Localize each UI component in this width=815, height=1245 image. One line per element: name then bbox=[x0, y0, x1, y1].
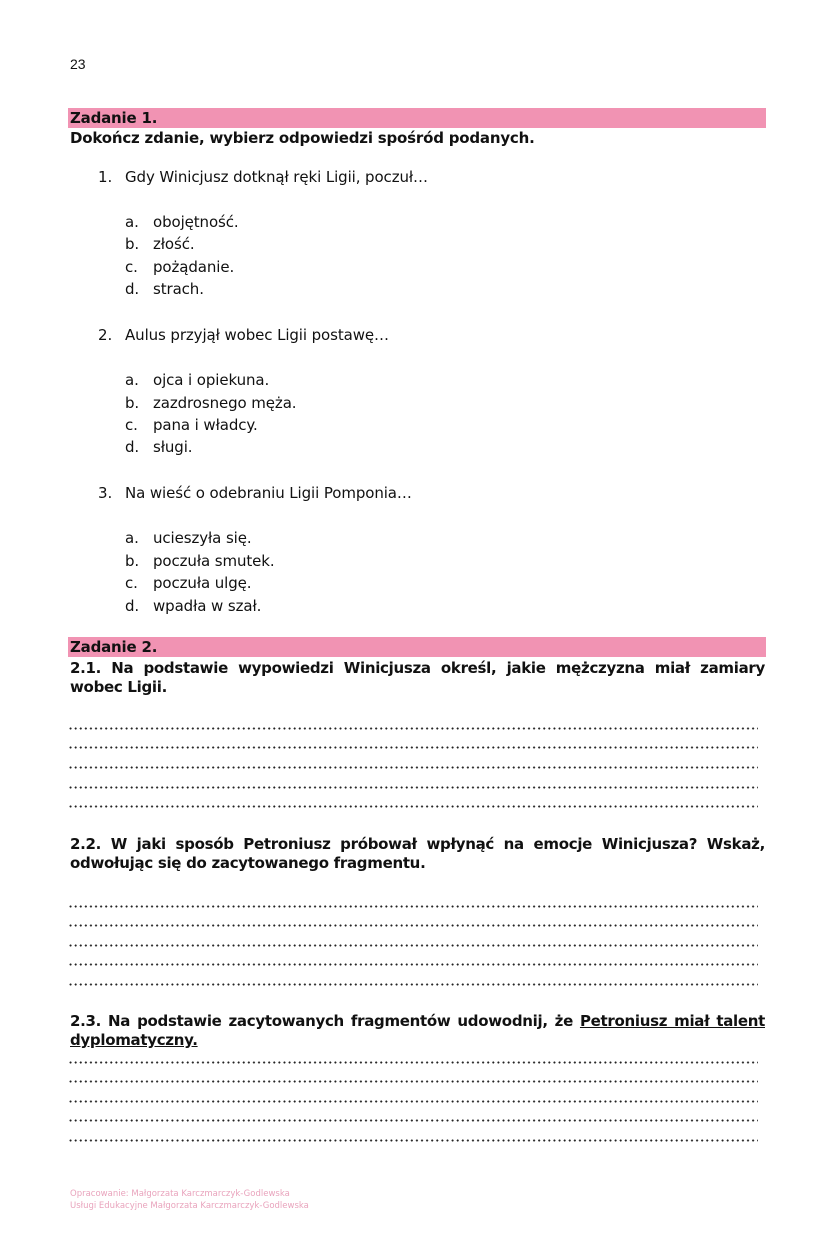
zadanie-1-instruction: Dokończ zdanie, wybierz odpowiedzi spośród podanych. bbox=[70, 129, 535, 147]
task-underlined-text: Petroniusz miał talent dyplomatyczny. bbox=[70, 1012, 765, 1049]
answer-option[interactable] bbox=[125, 257, 234, 277]
question-number: 2. bbox=[98, 326, 113, 344]
question-number: 3. bbox=[98, 484, 113, 502]
answer-option[interactable] bbox=[125, 279, 204, 299]
option-letter: b. bbox=[125, 394, 140, 412]
footer-company: Usługi Edukacyjne Małgorzata Karczmarczyk-Godlewska bbox=[70, 1201, 309, 1211]
page-number: 23 bbox=[70, 56, 86, 72]
option-letter: a. bbox=[125, 529, 139, 547]
option-letter: d. bbox=[125, 438, 140, 456]
task-2-1: 2.1. Na podstawie wypowiedzi Winicjusza określ, jakie mężczyzna miał zamiary wobec Ligii. bbox=[70, 659, 765, 696]
answer-line[interactable] bbox=[68, 766, 758, 769]
option-text: wpadła w szał. bbox=[153, 597, 262, 615]
zadanie-1-title: Zadanie 1. bbox=[70, 109, 158, 127]
answer-line[interactable] bbox=[68, 727, 758, 730]
answer-option[interactable] bbox=[125, 528, 252, 548]
question-2 bbox=[98, 325, 389, 345]
footer-author: Opracowanie: Małgorzata Karczmarczyk-Godlewska bbox=[70, 1189, 290, 1199]
option-letter: a. bbox=[125, 371, 139, 389]
option-text: złość. bbox=[153, 235, 195, 253]
answer-line[interactable] bbox=[68, 1100, 758, 1103]
answer-line[interactable] bbox=[68, 746, 758, 749]
option-letter: c. bbox=[125, 574, 138, 592]
option-text: strach. bbox=[153, 280, 204, 298]
answer-line[interactable] bbox=[68, 1139, 758, 1142]
option-letter: b. bbox=[125, 552, 140, 570]
answer-line[interactable] bbox=[68, 963, 758, 966]
answer-line[interactable] bbox=[68, 805, 758, 808]
option-letter: a. bbox=[125, 213, 139, 231]
answer-option[interactable] bbox=[125, 415, 258, 435]
option-letter: c. bbox=[125, 416, 138, 434]
answer-line[interactable] bbox=[68, 1061, 758, 1064]
option-text: pożądanie. bbox=[153, 258, 235, 276]
option-letter: d. bbox=[125, 280, 140, 298]
answer-option[interactable] bbox=[125, 596, 261, 616]
answer-line[interactable] bbox=[68, 1119, 758, 1122]
question-text: Gdy Winicjusz dotknął ręki Ligii, poczuł… bbox=[125, 168, 428, 186]
section-header-bar bbox=[68, 637, 766, 657]
answer-line[interactable] bbox=[68, 905, 758, 908]
option-text: poczuła ulgę. bbox=[153, 574, 252, 592]
option-text: sługi. bbox=[153, 438, 193, 456]
task-2-2: 2.2. W jaki sposób Petroniusz próbował wpłynąć na emocje Winicjusza? Wskaż, odwołując się do zacytowanego fragmentu. bbox=[70, 835, 765, 872]
option-text: zazdrosnego męża. bbox=[153, 394, 297, 412]
answer-option[interactable] bbox=[125, 437, 192, 457]
answer-option[interactable] bbox=[125, 234, 195, 254]
answer-line[interactable] bbox=[68, 1080, 758, 1083]
answer-line[interactable] bbox=[68, 924, 758, 927]
question-1 bbox=[98, 167, 428, 187]
option-text: ucieszyła się. bbox=[153, 529, 252, 547]
question-3 bbox=[98, 483, 412, 503]
answer-option[interactable] bbox=[125, 551, 275, 571]
option-text: ojca i opiekuna. bbox=[153, 371, 270, 389]
section-header-bar bbox=[68, 108, 766, 128]
answer-line[interactable] bbox=[68, 983, 758, 986]
option-text: obojętność. bbox=[153, 213, 239, 231]
answer-option[interactable] bbox=[125, 370, 269, 390]
question-number: 1. bbox=[98, 168, 113, 186]
answer-option[interactable] bbox=[125, 573, 251, 593]
answer-line[interactable] bbox=[68, 786, 758, 789]
answer-line[interactable] bbox=[68, 944, 758, 947]
question-text: Na wieść o odebraniu Ligii Pomponia… bbox=[125, 484, 412, 502]
option-letter: c. bbox=[125, 258, 138, 276]
question-text: Aulus przyjął wobec Ligii postawę… bbox=[125, 326, 389, 344]
task-text: 2.3. Na podstawie zacytowanych fragmentów udowodnij, że bbox=[70, 1012, 580, 1030]
zadanie-2-title: Zadanie 2. bbox=[70, 638, 158, 656]
task-2-3 bbox=[70, 1012, 765, 1050]
option-letter: d. bbox=[125, 597, 140, 615]
option-text: poczuła smutek. bbox=[153, 552, 275, 570]
answer-option[interactable] bbox=[125, 393, 296, 413]
answer-option[interactable] bbox=[125, 212, 239, 232]
option-letter: b. bbox=[125, 235, 140, 253]
option-text: pana i władcy. bbox=[153, 416, 258, 434]
